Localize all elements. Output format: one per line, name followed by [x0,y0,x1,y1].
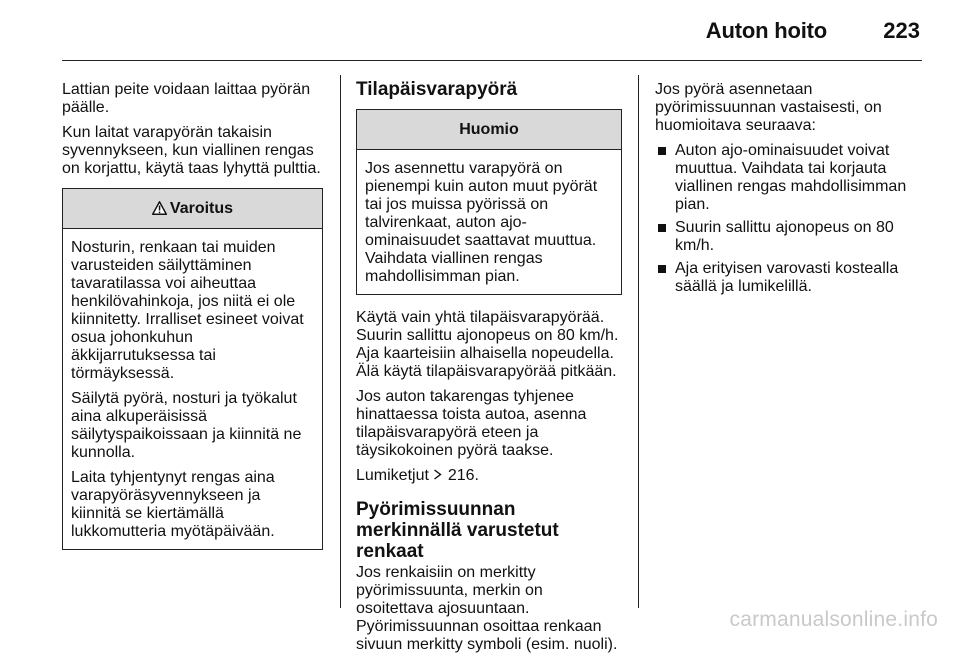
column-2 [356,79,624,661]
paragraph: Jos pyörä asennetaan pyörimissuunnan vastaisesti, on huomioitava seuraava: [655,81,882,134]
warning-paragraph: Nosturin, renkaan tai muiden varusteiden säilyttäminen tavaratilassa voi aiheuttaa henkilövahinkoja, jos niitä ei ole kiinnitetty. Irralliset esineet voivat osua johonkuhun äkkijarrutuksessa tai törmäyksessä. [71,239,304,382]
reference-label: Lumiketjut [356,467,429,484]
column-divider-2 [638,75,639,608]
note-text: Jos asennettu varapyörä on pienempi kuin auton muut pyörät tai jos muissa pyörissä on talvirenkaat, auton ajo-ominaisuudet saattavat muuttua. Vaihdata viallinen rengas mahdollisimman pian. [365,160,598,285]
note-box [356,109,622,295]
warning-triangle-icon [152,191,167,230]
warning-paragraph: Laita tyhjentynyt rengas aina varapyöräsyvennykseen ja kiinnitä se kiertämällä lukkomutteria myötäpäivään. [71,469,275,540]
reference-page: 216. [447,467,479,484]
page-reference-arrow-icon [433,467,443,485]
chapter-title: Auton hoito [705,18,827,43]
warning-box-header [63,189,322,229]
square-bullet-icon [658,265,666,273]
header-rule [62,60,922,61]
note-box-header: Huomio [357,110,621,150]
warning-paragraph: Säilytä pyörä, nosturi ja työkalut aina alkuperäisissä säilytyspaikoissaan ja kiinnitä ne kunnolla. [71,390,302,461]
list-item-text: Suurin sallittu ajonopeus on 80 km/h. [675,219,894,254]
warning-title: Varoitus [169,200,234,217]
column-divider-1 [340,75,341,608]
list-item [655,142,923,214]
list-item-text: Auton ajo-ominaisuudet voivat muuttua. Vaihdata tai korjauta viallinen rengas mahdollisimman pian. [675,142,907,213]
warning-box [62,188,323,550]
watermark: carmanualsonline.info [729,608,938,631]
list-item [655,260,923,296]
warning-box-body [63,229,322,549]
cross-reference[interactable] [356,467,624,485]
list-item [655,219,923,255]
bullet-list [655,142,923,296]
paragraph: Käytä vain yhtä tilapäisvarapyörää. Suurin sallittu ajonopeus on 80 km/h. Aja kaarteisiin alhaisella nopeudella. Älä käytä tilapäisvarapyörää pitkään. [356,309,619,380]
paragraph: Lattian peite voidaan laittaa pyörän päälle. [62,81,311,116]
subsection-heading: Pyörimissuunnan merkinnällä varustetut renkaat [356,499,559,562]
paragraph: Kun laitat varapyörän takaisin syvennykseen, kun viallinen rengas on korjattu, käytä taas lyhyttä pulttia. [62,124,321,177]
list-item-text: Aja erityisen varovasti kostealla säällä ja lumikelillä. [675,260,899,295]
paragraph: Jos renkaisiin on merkitty pyörimissuunta, merkin on osoitettava ajosuuntaan. Pyörimissuunnan osoittaa renkaan sivuun merkitty symboli (esim. nuoli). [356,564,618,653]
page-number: 223 [883,18,920,43]
paragraph: Jos auton takarengas tyhjenee hinattaessa toista autoa, asenna tilapäisvarapyörä eteen ja täysikokoinen pyörä taakse. [356,388,587,459]
square-bullet-icon [658,224,666,232]
column-3 [655,81,923,301]
note-box-body [357,150,621,294]
section-heading: Tilapäisvarapyörä [356,79,518,100]
column-1 [62,81,324,550]
square-bullet-icon [658,147,666,155]
